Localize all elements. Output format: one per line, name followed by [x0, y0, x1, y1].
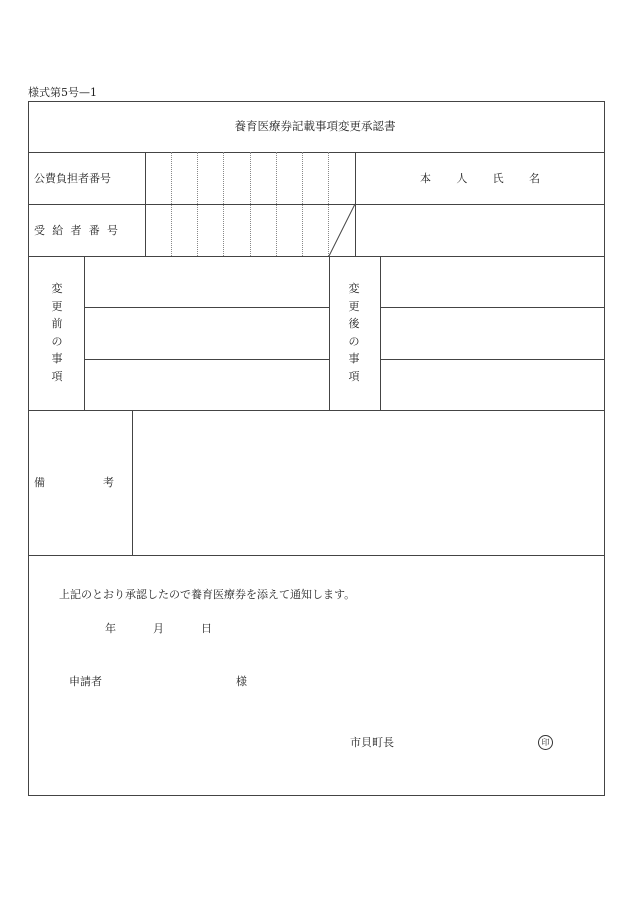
seal-icon: 印 [538, 735, 553, 750]
recipient-number-label: 受 給 者 番 号 [34, 224, 118, 237]
form-number: 様式第5号—1 [28, 86, 97, 99]
date-year: 年 [105, 622, 116, 635]
notice-text: 上記のとおり承認したので養育医療券を添えて通知します。 [59, 588, 356, 601]
before-change-label: 変 更 前 の 事 項 [51, 282, 63, 383]
burden-number-label: 公費負担者番号 [34, 172, 111, 185]
issuer-name: 市貝町長 [350, 736, 394, 749]
person-name-label: 本 人 氏 名 [420, 172, 540, 185]
remarks-label: 備 考 [34, 476, 114, 489]
date-day: 日 [201, 622, 212, 635]
applicant-label: 申請者 [69, 675, 102, 688]
date-month: 月 [153, 622, 164, 635]
form-title: 養育医療券記載事項変更承認書 [234, 119, 396, 133]
honorific: 様 [236, 675, 247, 688]
after-change-label: 変 更 後 の 事 項 [348, 282, 360, 383]
